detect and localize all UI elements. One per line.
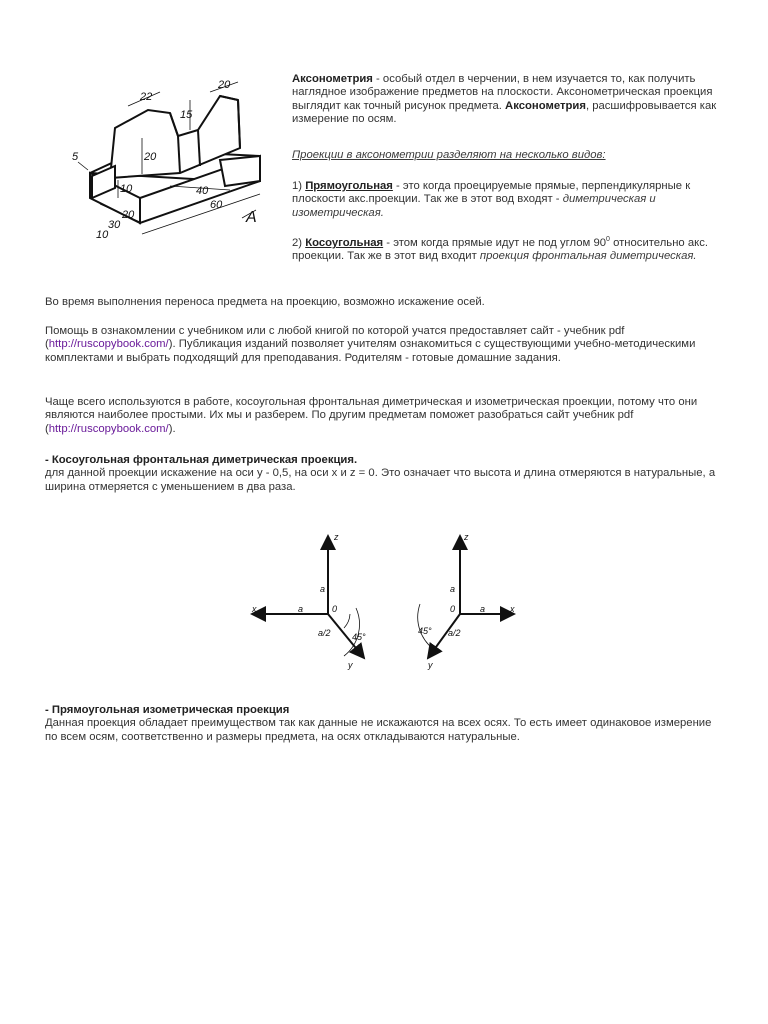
angle-label: 45° bbox=[418, 626, 432, 636]
item-number: 2) bbox=[292, 237, 306, 249]
dim-label: 30 bbox=[108, 219, 121, 231]
dim-label: 5 bbox=[72, 151, 79, 163]
ruscopybook-link[interactable]: http://ruscopybook.com/ bbox=[48, 338, 169, 351]
paragraph-distortion: Во время выполнения переноса предмета на проекцию, возможно искажение осей. bbox=[45, 296, 485, 308]
paragraph-text: Чаще всего используются в работе, косоугольная фронтальная диметрическая и изометрическая проекции, потому что они являются наиболее простыми. Их мы и разберем. По другим предметам поможет разобраться сайт учебник pdf ( bbox=[45, 396, 698, 435]
dim-label: 20 bbox=[218, 79, 231, 91]
segment-label: a/2 bbox=[448, 628, 461, 638]
degree-superscript: 0 bbox=[606, 236, 610, 244]
axis-label-z: z bbox=[334, 532, 339, 542]
section-oblique-dimetric bbox=[45, 454, 725, 494]
view-arrow-label: A bbox=[246, 209, 257, 226]
section-text: для данной проекции искажение на оси y - 0,5, на оси x и z = 0. Это означает что высота и длина отмеряются в натуральные, а ширина отмеряется с уменьшением в два раза. bbox=[45, 467, 716, 493]
kinds-heading: Проекции в аксонометрии разделяют на несколько видов: bbox=[292, 149, 606, 161]
kind-text: - этом когда прямые идут не под углом 90 bbox=[383, 237, 607, 249]
dim-label: 15 bbox=[180, 109, 193, 121]
section-title: - Прямоугольная изометрическая проекция bbox=[45, 704, 290, 716]
kind-emphasis: диметрическая и изометрическая. bbox=[292, 193, 656, 219]
ruscopybook-link[interactable]: http://ruscopybook.com/ bbox=[48, 422, 169, 435]
kind-emphasis: проекция фронтальная диметрическая. bbox=[479, 250, 697, 263]
axis-label-z: z bbox=[464, 532, 469, 542]
axes-diagram bbox=[248, 530, 520, 680]
axis-label-x: x bbox=[510, 604, 515, 614]
dim-label: 20 bbox=[122, 209, 135, 221]
angle-label: 45° bbox=[352, 632, 366, 642]
paragraph-help bbox=[45, 325, 725, 365]
dim-label: 10 bbox=[120, 183, 133, 195]
paragraph-text: Помощь в ознакомлении с учебником или с любой книгой по которой учатся предоставляет сайт - учебник pdf ( bbox=[45, 325, 625, 351]
kind-item-oblique bbox=[292, 237, 722, 264]
dim-label: 10 bbox=[96, 229, 109, 241]
kind-name: Косоугольная bbox=[305, 237, 384, 249]
dim-label: 60 bbox=[210, 199, 223, 211]
segment-label: a bbox=[320, 584, 326, 594]
kind-text: - это когда проецируемые прямые, перпендикулярные к плоскости акс.проекции. Так же в этот вод входят - bbox=[292, 180, 691, 206]
paragraph-text: ). Публикация изданий позволяет учителям ознакомиться с существующими учебно-методическими комплектами и выбрать подходящий для преподавания. Родителям - готовые домашние задания. bbox=[45, 338, 696, 364]
kind-name: Прямоугольная bbox=[305, 180, 393, 192]
section-title: - Косоугольная фронтальная диметрическая проекция. bbox=[45, 454, 358, 466]
segment-label: a bbox=[480, 604, 486, 614]
segment-label: a/2 bbox=[318, 628, 331, 638]
kind-text: относительно акс. проекции. Так же в этот вид входит bbox=[292, 237, 708, 263]
item-number: 1) bbox=[292, 180, 306, 192]
intro-text: - особый отдел в черчении, в нем изучается то, как получить наглядное изображение предметов на плоскости. Аксонометрическая проекция выглядит как точный рисунок предмета. bbox=[292, 73, 713, 112]
axis-label-y: y bbox=[428, 660, 433, 670]
intro-paragraph bbox=[292, 73, 732, 126]
intro-text: , расшифровывается как измерение по осям. bbox=[292, 99, 717, 125]
kind-item-rectangular bbox=[292, 180, 722, 220]
isometric-part-drawing bbox=[60, 78, 278, 250]
section-isometric bbox=[45, 704, 725, 744]
axis-label-x: x bbox=[252, 604, 257, 614]
term: Аксонометрия bbox=[505, 99, 586, 112]
origin-label: 0 bbox=[332, 604, 338, 614]
axis-label-y: y bbox=[348, 660, 353, 670]
dim-label: 40 bbox=[196, 185, 209, 197]
paragraph-common bbox=[45, 396, 725, 436]
dim-label: 20 bbox=[144, 151, 157, 163]
dim-label: 22 bbox=[140, 91, 153, 103]
section-text: Данная проекция обладает преимуществом так как данные не искажаются на всех осях. То есть имеет одинаковое измерение по всем осям, соответственно и размеры предмета, на осях откладываются натуральные. bbox=[45, 717, 712, 743]
segment-label: a bbox=[450, 584, 456, 594]
segment-label: a bbox=[298, 604, 304, 614]
term: Аксонометрия bbox=[292, 73, 373, 85]
paragraph-text: ). bbox=[168, 422, 176, 435]
origin-label: 0 bbox=[450, 604, 456, 614]
